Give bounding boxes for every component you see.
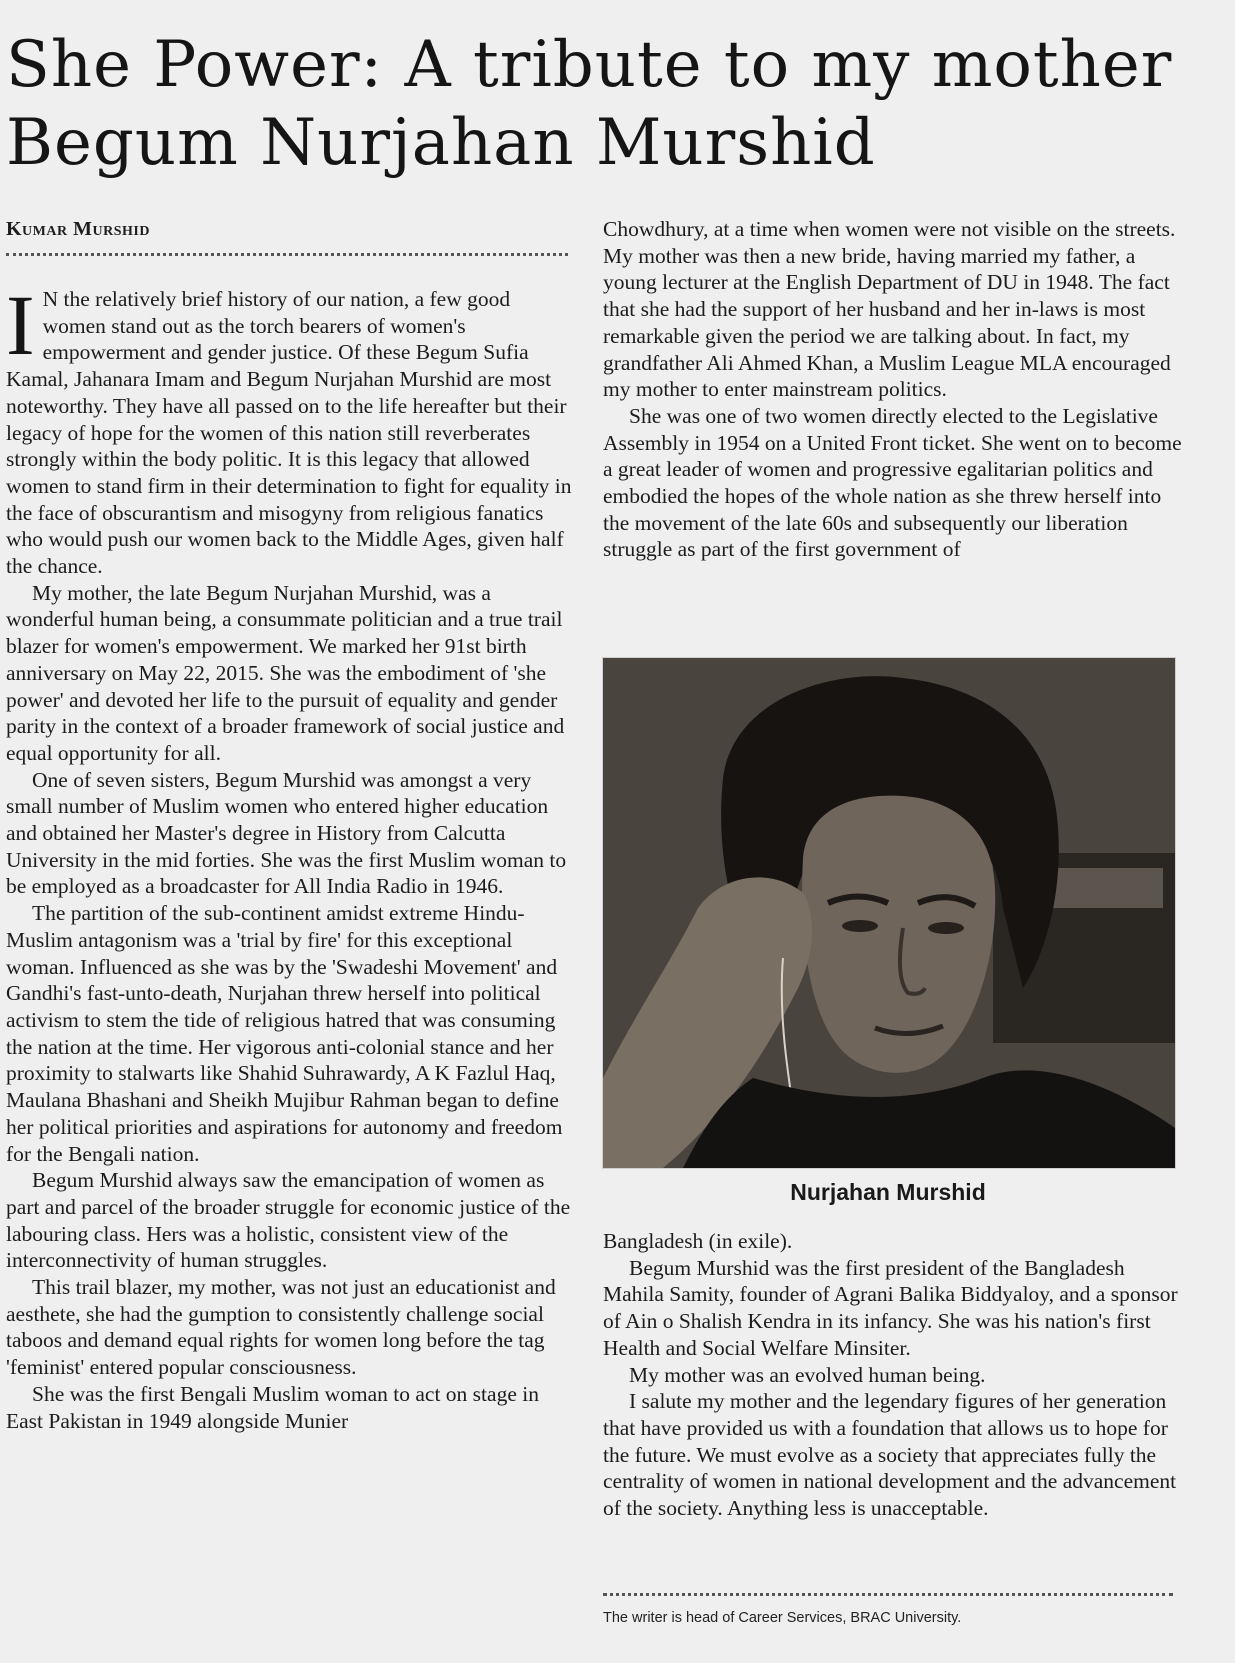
byline-divider (6, 253, 568, 256)
paragraph: Bangladesh (in exile). (603, 1229, 793, 1253)
paragraph: This trail blazer, my mother, was not just an educationist and aesthete, she had the gumption to consistently challenge social taboos and demand equal rights for women long before the tag 'feminist' entered popular consciousness. (6, 1275, 556, 1380)
paragraph: My mother was an evolved human being. (629, 1362, 986, 1387)
paragraph: Begum Murshid was the first president of the Bangladesh Mahila Samity, founder of Agrani Balika Biddyaloy, and a sponsor of Ain o Shalish Kendra in its infancy. She was his nation's first Health and Social Welfare Minsiter. (603, 1255, 1178, 1360)
author-footnote: The writer is head of Career Services, BRAC University. (603, 1610, 962, 1626)
paragraph: N the relatively brief history of our nation, a few good women stand out as the torch bearers of women's empowerment and gender justice. Of these Begum Sufia Kamal, Jahanara Imam and Begum Nurjahan Murshid are most noteworthy. They have all passed on to the life hereafter but their legacy of hope for the women of this nation still reverberates strongly within the body politic. It is this legacy that allowed women to stand firm in their determination to fight for equality in the face of obscurantism and misogyny from religious fanatics who would push our women back to the Middle Ages, given half the chance. (6, 287, 572, 579)
drop-cap: I (6, 277, 35, 373)
byline: Kumar Murshid (6, 218, 150, 240)
paragraph: The partition of the sub-continent amidst extreme Hindu-Muslim antagonism was a 'trial by fire' for this exceptional woman. Influenced as she was by the 'Swadeshi Movement' and Gandhi's fast-unto-death, Nurjahan threw herself into political activism to stem the tide of religious hatred that was consuming the nation at the time. Her vigorous anti-colonial stance and her proximity to stalwarts like Shahid Suhrawardy, A K Fazlul Haq, Maulana Bhashani and Sheikh Mujibur Rahman began to define her political priorities and aspirations for autonomy and freedom for the Bengali nation. (6, 901, 563, 1166)
portrait-illustration (603, 658, 1175, 1168)
article-column-2-top (603, 216, 1183, 563)
paragraph: Chowdhury, at a time when women were not visible on the streets. My mother was then a new bride, having married my father, a young lecturer at the English Department of DU in 1948. The fact that she had the support of her husband and her in-laws is most remarkable given the period we are talking about. In fact, my grandfather Ali Ahmed Khan, a Muslim League MLA encouraged my mother to enter mainstream politics. (603, 217, 1176, 402)
paragraph: My mother, the late Begum Nurjahan Murshid, was a wonderful human being, a consummate politician and a true trail blazer for women's empowerment. We marked her 91st birth anniversary on May 22, 2015. She was the embodiment of 'she power' and devoted her life to the pursuit of equality and gender parity in the context of a broader framework of social justice and equal opportunity for all. (6, 580, 565, 765)
paragraph: One of seven sisters, Begum Murshid was amongst a very small number of Muslim women who entered higher education and obtained her Master's degree in History from Calcutta University in the mid forties. She was the first Muslim woman to be employed as a broadcaster for All India Radio in 1946. (6, 767, 567, 899)
headline: She Power: A tribute to my mother Begum Nurjahan Murshid (6, 28, 1173, 180)
article-column-2-bottom (603, 1228, 1183, 1522)
footnote-divider (603, 1593, 1173, 1596)
paragraph: I salute my mother and the legendary figures of her generation that have provided us with a foundation that allows us to hope for the future. We must evolve as a society that appreciates fully the centrality of women in national development and the advancement of the society. Anything less is unacceptable. (603, 1389, 1177, 1521)
photo-caption: Nurjahan Murshid (790, 1179, 986, 1205)
article-column-1 (6, 277, 576, 1434)
paragraph: Begum Murshid always saw the emancipation of women as part and parcel of the broader struggle for economic justice of the labouring class. Hers was a holistic, consistent view of the interconnectivity of human struggles. (6, 1168, 571, 1273)
paragraph: She was one of two women directly elected to the Legislative Assembly in 1954 on a United Front ticket. She went on to become a great leader of women and progressive egalitarian politics and embodied the hopes of the whole nation as she threw herself into the movement of the late 60s and subsequently our liberation struggle as part of the first government of (603, 403, 1182, 562)
paragraph: She was the first Bengali Muslim woman to act on stage in East Pakistan in 1949 alongside Munier (6, 1381, 539, 1433)
portrait-photo (602, 657, 1176, 1169)
